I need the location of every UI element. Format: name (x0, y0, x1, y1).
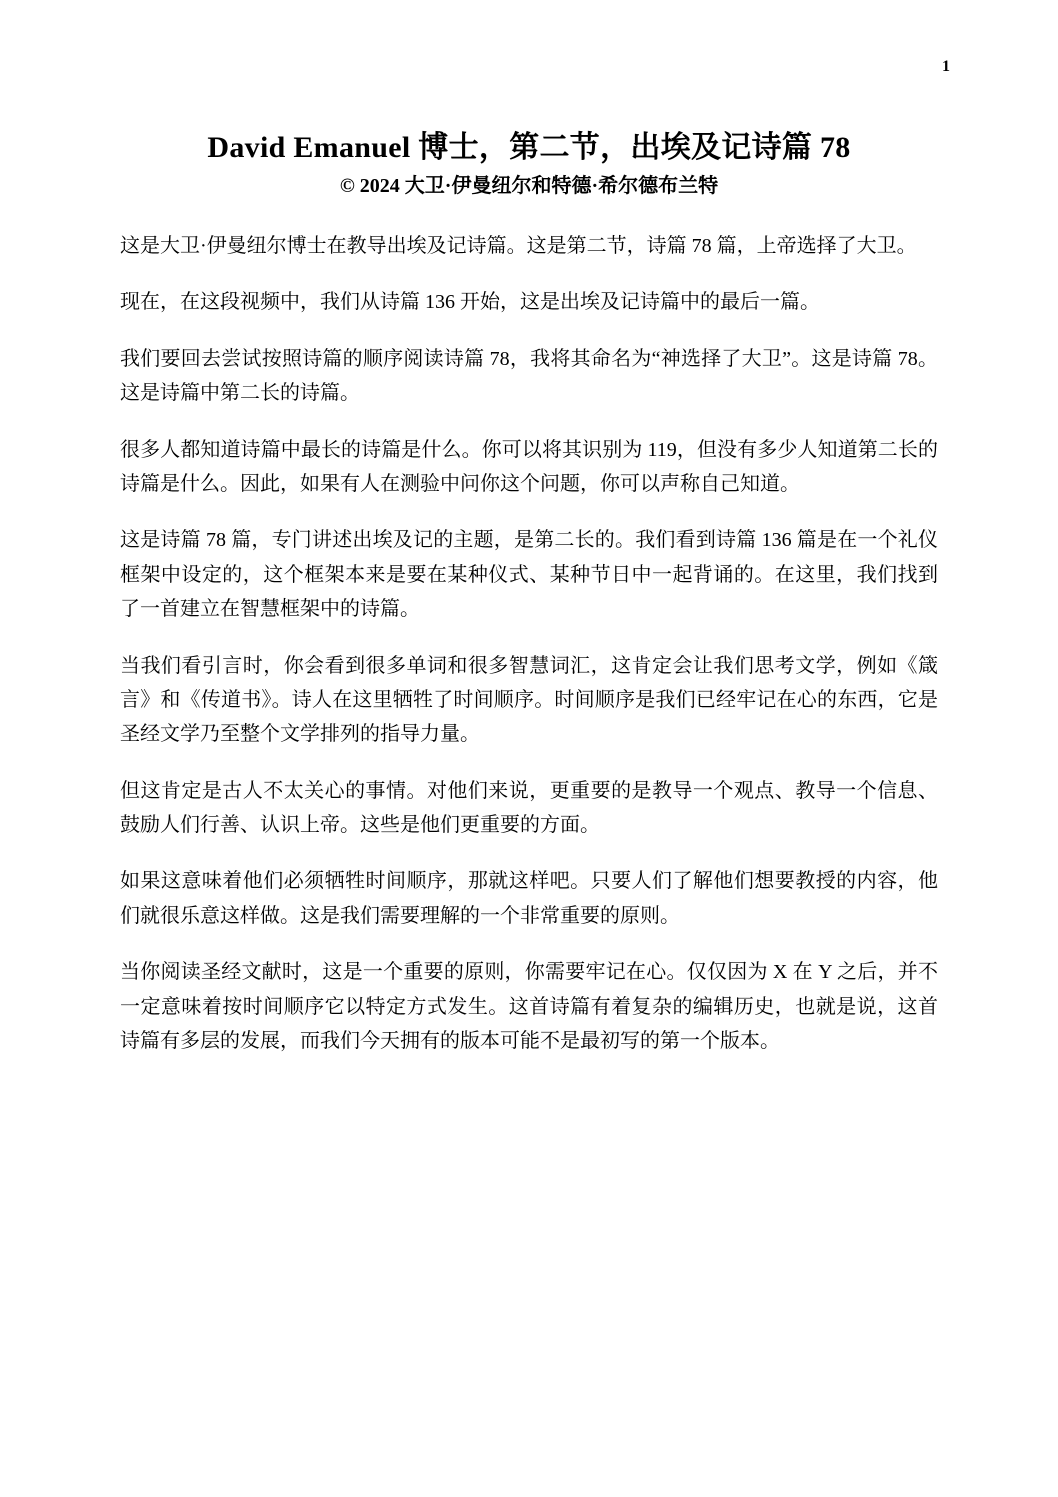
paragraph: 但这肯定是古人不太关心的事情。对他们来说，更重要的是教导一个观点、教导一个信息、鼓励人们行善、认识上帝。这些是他们更重要的方面。 (120, 779, 938, 837)
paragraph: 这是大卫·伊曼纽尔博士在教导出埃及记诗篇。这是第二节，诗篇 78 篇，上帝选择了大卫。 (120, 235, 917, 257)
paragraph: 很多人都知道诗篇中最长的诗篇是什么。你可以将其识别为 119，但没有多少人知道第二长的诗篇是什么。因此，如果有人在测验中问你这个问题，你可以声称自己知道。 (120, 438, 938, 495)
page-title: David Emanuel 博士，第二节，出埃及记诗篇 78 (207, 131, 851, 164)
paragraph: 这是诗篇 78 篇，专门讲述出埃及记的主题，是第二长的。我们看到诗篇 136 篇是在一个礼仪框架中设定的，这个框架本来是要在某种仪式、某种节日中一起背诵的。在这里，我们找到了一首建立在智慧框架中的诗篇。 (120, 529, 938, 621)
paragraph: 当你阅读圣经文献时，这是一个重要的原则，你需要牢记在心。仅仅因为 X 在 Y 之后，并不一定意味着按时间顺序它以特定方式发生。这首诗篇有着复杂的编辑历史，也就是说，这首诗篇有多层的发展，而我们今天拥有的版本可能不是最初写的第一个版本。 (120, 961, 938, 1053)
page-number: 1 (942, 58, 950, 75)
paragraph: 我们要回去尝试按照诗篇的顺序阅读诗篇 78，我将其命名为“神选择了大卫”。这是诗篇 78。这是诗篇中第二长的诗篇。 (120, 347, 938, 405)
paragraph: 现在，在这段视频中，我们从诗篇 136 开始，这是出埃及记诗篇中的最后一篇。 (120, 291, 820, 314)
paragraph: 当我们看引言时，你会看到很多单词和很多智慧词汇，这肯定会让我们思考文学，例如《箴言》和《传道书》。诗人在这里牺牲了时间顺序。时间顺序是我们已经牢记在心的东西，它是圣经文学乃至整个文学排列的指导力量。 (120, 654, 938, 746)
document-content (120, 128, 938, 1080)
paragraph: 如果这意味着他们必须牺牲时间顺序，那就这样吧。只要人们了解他们想要教授的内容，他们就很乐意这样做。这是我们需要理解的一个非常重要的原则。 (120, 870, 938, 927)
copyright-line: © 2024 大卫·伊曼纽尔和特德·希尔德布兰特 (339, 175, 719, 197)
